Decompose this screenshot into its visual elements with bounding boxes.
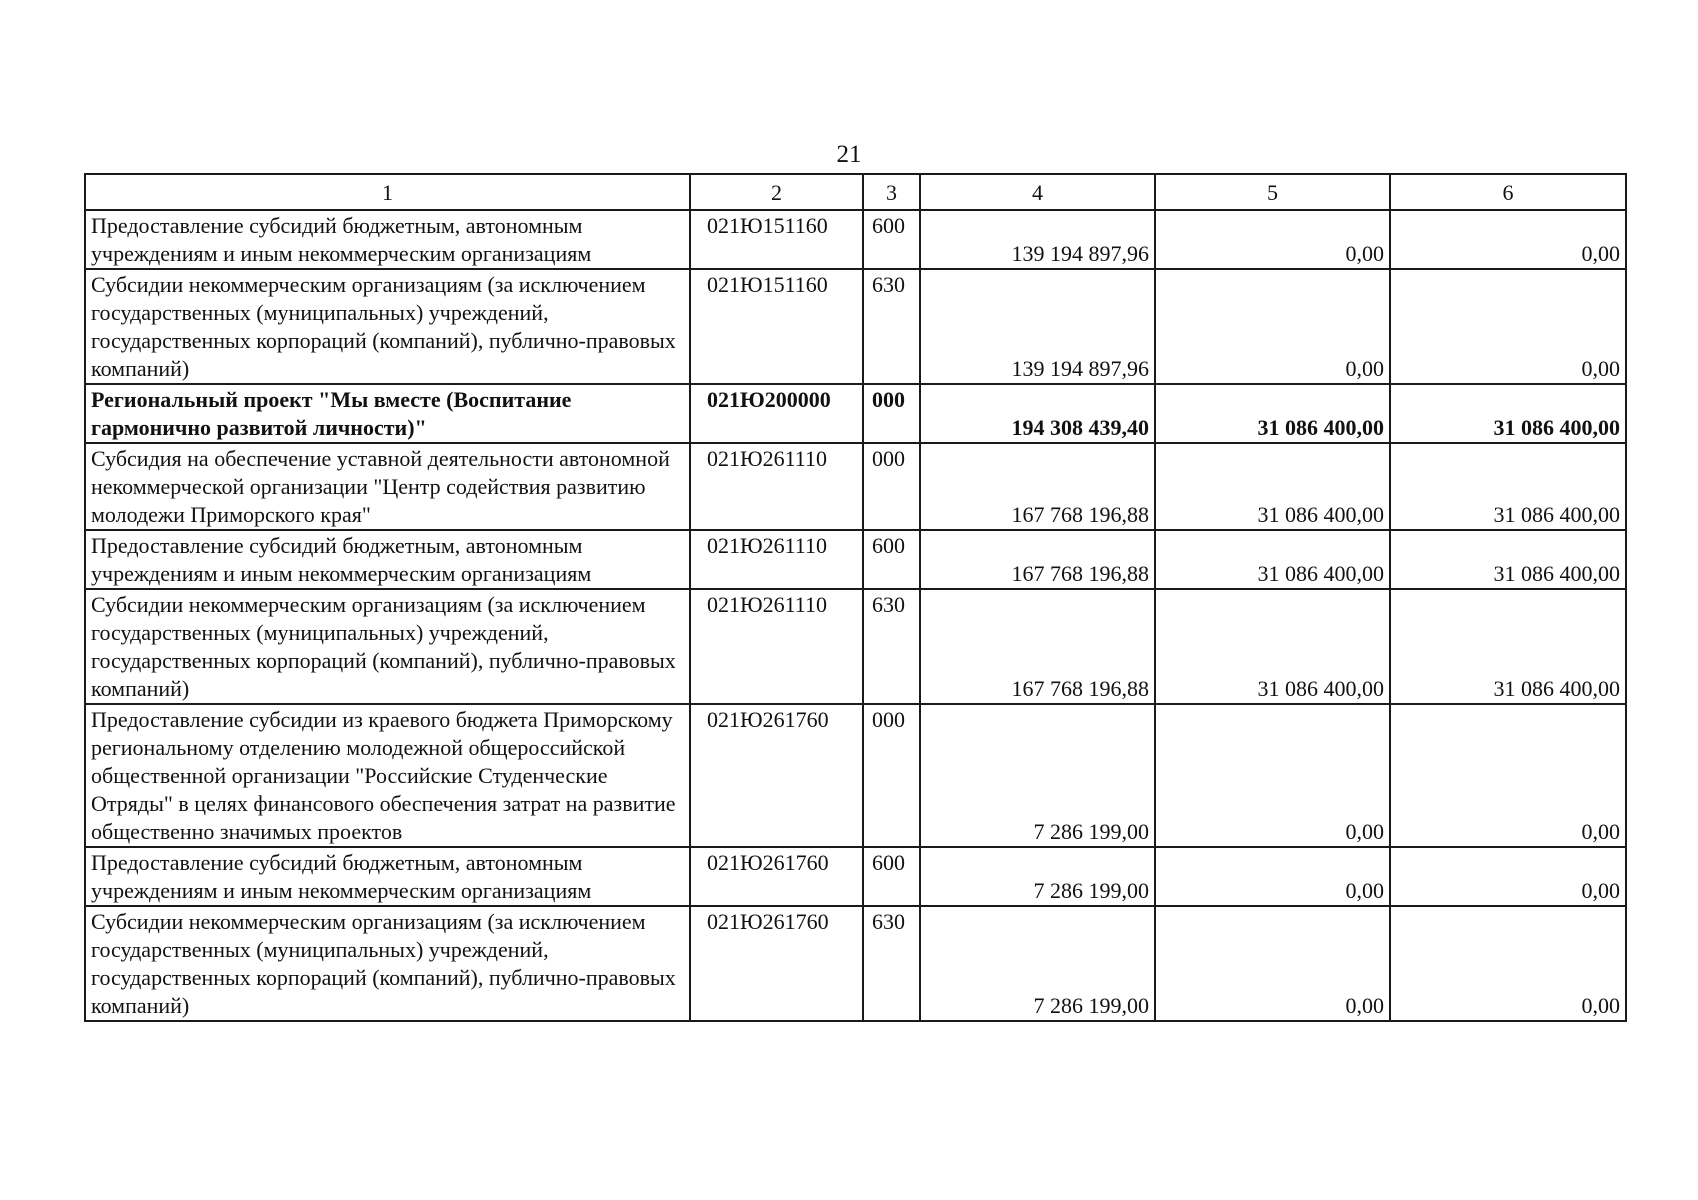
row-value-col4: 167 768 196,88 — [920, 589, 1155, 704]
row-value-col6: 0,00 — [1390, 704, 1626, 847]
row-value-col6: 31 086 400,00 — [1390, 384, 1626, 443]
row-type: 600 — [863, 210, 920, 269]
row-code: 021Ю261110 — [690, 443, 863, 530]
row-value-col6: 31 086 400,00 — [1390, 443, 1626, 530]
row-value-col5: 31 086 400,00 — [1155, 384, 1390, 443]
row-value-col5: 0,00 — [1155, 906, 1390, 1021]
row-type: 630 — [863, 589, 920, 704]
row-value-col5: 0,00 — [1155, 269, 1390, 384]
row-type: 000 — [863, 443, 920, 530]
row-name: Предоставление субсидий бюджетным, автономным учреждениям и иным некоммерческим организациям — [85, 847, 690, 906]
row-value-col5: 0,00 — [1155, 847, 1390, 906]
row-name: Субсидия на обеспечение уставной деятельности автономной некоммерческой организации "Центр содействия развитию молодежи Приморского края" — [85, 443, 690, 530]
row-value-col6: 31 086 400,00 — [1390, 530, 1626, 589]
table-header-row — [85, 174, 1626, 210]
table-row — [85, 589, 1626, 704]
row-type: 630 — [863, 269, 920, 384]
row-value-col5: 0,00 — [1155, 704, 1390, 847]
row-name: Субсидии некоммерческим организациям (за исключением государственных (муниципальных) учреждений, государственных корпораций (компаний), публично-правовых компаний) — [85, 589, 690, 704]
row-code: 021Ю261760 — [690, 906, 863, 1021]
header-col-1: 1 — [85, 174, 690, 210]
budget-table — [84, 173, 1627, 1022]
table-row — [85, 847, 1626, 906]
row-value-col4: 139 194 897,96 — [920, 210, 1155, 269]
row-value-col6: 0,00 — [1390, 847, 1626, 906]
row-name: Предоставление субсидии из краевого бюджета Приморскому региональному отделению молодежной общероссийской общественной организации "Российские Студенческие Отряды" в целях финансового обеспечения затрат на развитие общественно значимых проектов — [85, 704, 690, 847]
row-type: 600 — [863, 847, 920, 906]
row-value-col4: 7 286 199,00 — [920, 704, 1155, 847]
header-col-3: 3 — [863, 174, 920, 210]
header-col-4: 4 — [920, 174, 1155, 210]
row-value-col6: 0,00 — [1390, 906, 1626, 1021]
row-code: 021Ю261760 — [690, 847, 863, 906]
row-value-col4: 7 286 199,00 — [920, 906, 1155, 1021]
row-value-col4: 7 286 199,00 — [920, 847, 1155, 906]
row-name: Предоставление субсидий бюджетным, автономным учреждениям и иным некоммерческим организациям — [85, 530, 690, 589]
row-code: 021Ю151160 — [690, 269, 863, 384]
row-code: 021Ю261110 — [690, 530, 863, 589]
page-number: 21 — [836, 141, 862, 168]
table-row — [85, 443, 1626, 530]
row-name: Предоставление субсидий бюджетным, автономным учреждениям и иным некоммерческим организациям — [85, 210, 690, 269]
header-col-2: 2 — [690, 174, 863, 210]
row-name: Субсидии некоммерческим организациям (за исключением государственных (муниципальных) учреждений, государственных корпораций (компаний), публично-правовых компаний) — [85, 269, 690, 384]
row-value-col4: 139 194 897,96 — [920, 269, 1155, 384]
table-row — [85, 269, 1626, 384]
row-value-col6: 0,00 — [1390, 210, 1626, 269]
row-name: Субсидии некоммерческим организациям (за исключением государственных (муниципальных) учреждений, государственных корпораций (компаний), публично-правовых компаний) — [85, 906, 690, 1021]
row-value-col4: 194 308 439,40 — [920, 384, 1155, 443]
table-row — [85, 384, 1626, 443]
row-value-col5: 31 086 400,00 — [1155, 589, 1390, 704]
row-type: 600 — [863, 530, 920, 589]
row-code: 021Ю151160 — [690, 210, 863, 269]
table-body — [85, 210, 1626, 1021]
table-row — [85, 906, 1626, 1021]
table-row — [85, 704, 1626, 847]
row-value-col6: 31 086 400,00 — [1390, 589, 1626, 704]
header-col-5: 5 — [1155, 174, 1390, 210]
row-value-col5: 31 086 400,00 — [1155, 530, 1390, 589]
header-col-6: 6 — [1390, 174, 1626, 210]
table-row — [85, 210, 1626, 269]
row-value-col5: 0,00 — [1155, 210, 1390, 269]
row-code: 021Ю200000 — [690, 384, 863, 443]
row-code: 021Ю261110 — [690, 589, 863, 704]
row-value-col6: 0,00 — [1390, 269, 1626, 384]
row-value-col4: 167 768 196,88 — [920, 443, 1155, 530]
row-name: Региональный проект "Мы вместе (Воспитание гармонично развитой личности)" — [85, 384, 690, 443]
row-type: 000 — [863, 704, 920, 847]
row-type: 000 — [863, 384, 920, 443]
row-type: 630 — [863, 906, 920, 1021]
table-row — [85, 530, 1626, 589]
row-code: 021Ю261760 — [690, 704, 863, 847]
row-value-col5: 31 086 400,00 — [1155, 443, 1390, 530]
row-value-col4: 167 768 196,88 — [920, 530, 1155, 589]
